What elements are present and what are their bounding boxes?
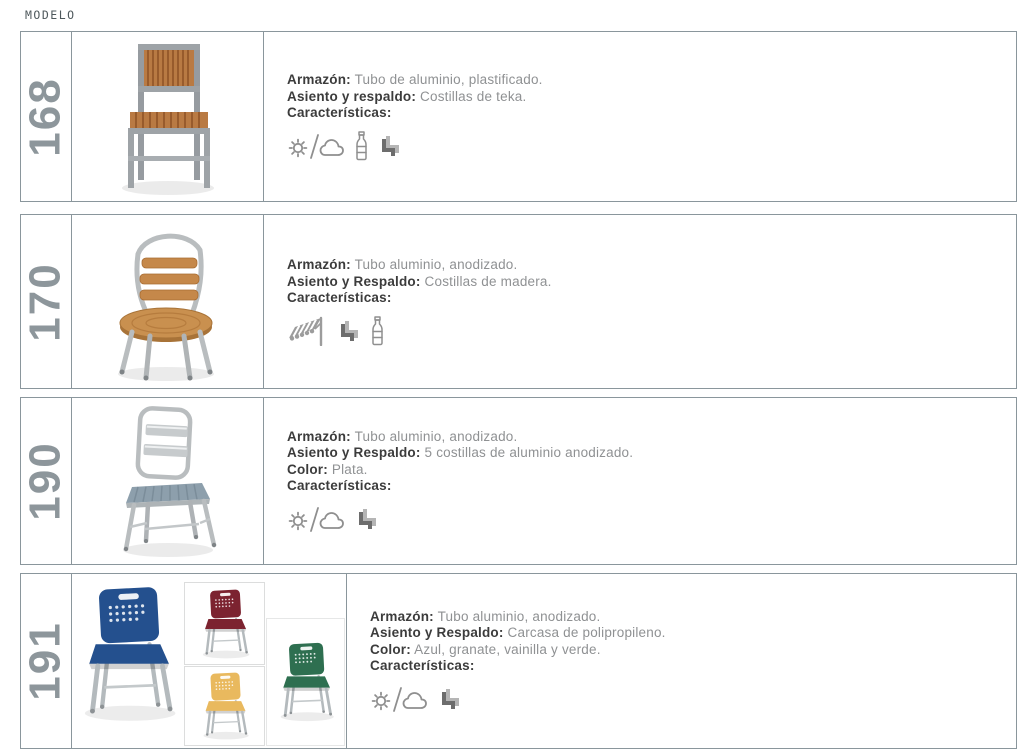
model-cell xyxy=(21,215,72,388)
catalog-row-190 xyxy=(20,397,1017,565)
shell-chair-vainilla xyxy=(197,671,253,741)
sun-cloud-icon xyxy=(370,684,428,714)
model-cell xyxy=(21,32,72,201)
teak-chair-illustration xyxy=(105,38,231,196)
feature-icons xyxy=(287,131,402,161)
bottle-icon xyxy=(371,316,384,346)
spec-line: Armazón: Tubo aluminio, anodizado. xyxy=(287,428,518,444)
spec-line: Características: xyxy=(370,658,475,673)
stackable-icon xyxy=(337,320,361,346)
spec-line: Armazón: Tubo aluminio, anodizado. xyxy=(370,608,601,624)
stackable-icon xyxy=(355,508,379,534)
wood-slat-chair-illustration xyxy=(102,220,234,384)
spec-text-170 xyxy=(264,215,1016,388)
shell-chair-verde xyxy=(273,641,339,723)
catalog-row-170 xyxy=(20,214,1017,389)
spec-line: Color: Plata. xyxy=(287,461,368,477)
spec-line: Asiento y Respaldo: Costillas de madera. xyxy=(287,273,552,289)
spec-line: Color: Azul, granate, vainilla y verde. xyxy=(370,641,601,657)
awning-icon xyxy=(287,316,327,346)
product-photo-191 xyxy=(72,574,347,748)
spec-line: Características: xyxy=(287,290,392,306)
bottle-icon xyxy=(355,131,368,161)
product-photo-168 xyxy=(72,32,264,201)
model-number: 191 xyxy=(21,621,71,701)
product-photo-190 xyxy=(72,398,264,564)
shell-chair-granate xyxy=(196,588,254,660)
stackable-icon xyxy=(378,135,402,161)
shell-chair-blue xyxy=(72,584,184,724)
model-cell xyxy=(21,398,72,564)
model-cell xyxy=(21,574,72,748)
shell-chair-granate-box xyxy=(184,582,265,665)
column-header-modelo: MODELO xyxy=(25,8,76,22)
spec-line: Asiento y respaldo: Costillas de teka. xyxy=(287,88,527,104)
spec-text-191 xyxy=(347,574,1016,748)
model-number: 190 xyxy=(21,441,71,521)
spec-line: Armazón: Tubo de aluminio, plastificado. xyxy=(287,72,543,88)
product-photo-170 xyxy=(72,215,264,388)
sun-cloud-icon xyxy=(287,504,345,534)
spec-line: Armazón: Tubo aluminio, anodizado. xyxy=(287,257,518,273)
model-number: 168 xyxy=(21,76,71,157)
spec-text-190 xyxy=(264,398,1016,564)
spec-line: Asiento y Respaldo: Carcasa de polipropileno. xyxy=(370,625,666,640)
shell-chair-vainilla-box xyxy=(184,666,265,746)
aluminium-chair-illustration xyxy=(108,403,228,559)
feature-icons xyxy=(287,316,384,346)
sun-cloud-icon xyxy=(287,131,345,161)
model-number: 170 xyxy=(21,261,71,342)
catalog-row-191 xyxy=(20,573,1017,749)
shell-chair-verde-box xyxy=(266,618,345,746)
spec-line: Características: xyxy=(287,105,392,121)
catalog-row-168 xyxy=(20,31,1017,202)
spec-line: Características: xyxy=(287,478,392,493)
spec-line: Asiento y Respaldo: 5 costillas de aluminio anodizado. xyxy=(287,445,634,460)
spec-text-168 xyxy=(264,32,1016,201)
feature-icons xyxy=(370,684,462,714)
feature-icons xyxy=(287,504,379,534)
stackable-icon xyxy=(438,688,462,714)
